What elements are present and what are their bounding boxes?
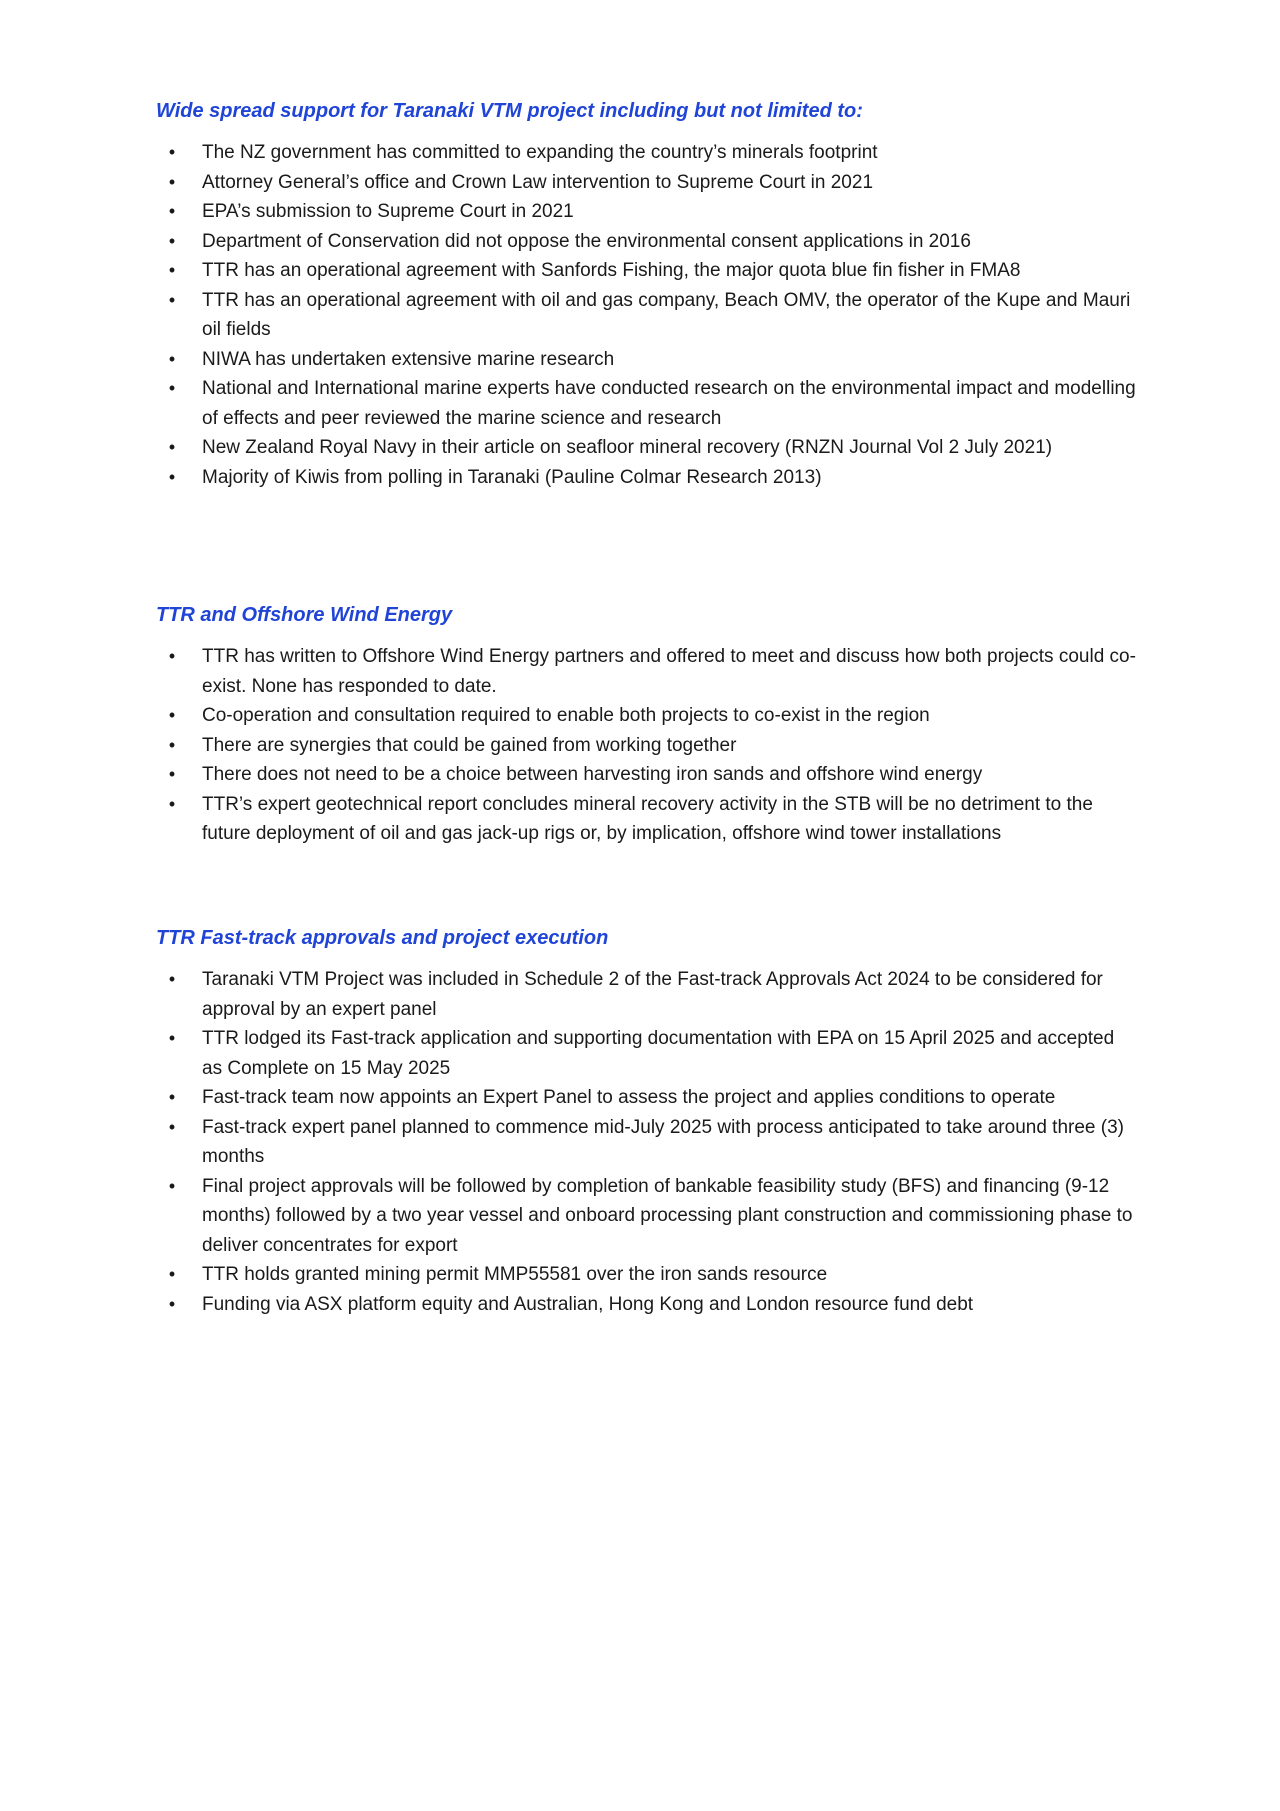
section-fast-track: [156, 923, 1136, 1319]
list-item-text: EPA’s submission to Supreme Court in 2021: [202, 201, 574, 222]
bullet-icon: •: [168, 466, 176, 487]
bullet-icon: •: [168, 1175, 176, 1196]
list-item: [156, 1113, 1136, 1172]
list-item: [156, 433, 1136, 463]
list-item-text: TTR’s expert geotechnical report concludes mineral recovery activity in the STB will be no detriment to the future deployment of oil and gas jack-up rigs or, by implication, offshore wind tower installations: [202, 793, 1093, 844]
list-item-text: Fast-track team now appoints an Expert Panel to assess the project and applies conditions to operate: [202, 1087, 1056, 1108]
list-item: [156, 463, 1136, 493]
list-item: [156, 701, 1136, 731]
list-item-text: TTR has an operational agreement with oil and gas company, Beach OMV, the operator of the Kupe and Mauri oil fields: [202, 289, 1131, 340]
bullet-icon: •: [168, 969, 176, 989]
list-item-text: NIWA has undertaken extensive marine research: [202, 348, 615, 370]
list-item-text: Co-operation and consultation required to enable both projects to co-exist in the region: [202, 705, 930, 726]
bullet-icon: •: [168, 289, 176, 310]
list-item: [156, 965, 1136, 1024]
bullet-list: [156, 138, 1136, 492]
bullet-icon: •: [168, 201, 176, 221]
bullet-icon: •: [168, 764, 176, 784]
bullet-icon: •: [168, 171, 176, 192]
list-item: [156, 1024, 1136, 1083]
bullet-icon: •: [168, 705, 176, 725]
list-item-text: Majority of Kiwis from polling in Taranaki (Pauline Colmar Research 2013): [202, 466, 822, 488]
bullet-icon: •: [168, 348, 176, 369]
list-item: [156, 760, 1136, 790]
list-item-text: There does not need to be a choice between harvesting iron sands and offshore wind energy: [202, 764, 983, 785]
list-item: [156, 256, 1136, 286]
section-heading: Wide spread support for Taranaki VTM project including but not limited to:: [156, 100, 863, 122]
bullet-icon: •: [168, 734, 176, 755]
list-item: [156, 227, 1136, 257]
list-item: [156, 1172, 1136, 1261]
list-item: [156, 790, 1136, 849]
bullet-list: [156, 642, 1136, 849]
list-item-text: TTR has an operational agreement with Sanfords Fishing, the major quota blue fin fisher in FMA8: [202, 260, 1021, 281]
bullet-icon: •: [168, 793, 176, 814]
bullet-icon: •: [168, 230, 176, 251]
list-item-text: New Zealand Royal Navy in their article on seafloor mineral recovery (RNZN Journal Vol 2 July 2021): [202, 437, 1053, 458]
list-item-text: National and International marine experts have conducted research on the environmental impact and modelling of effects and peer reviewed the marine science and research: [202, 378, 1136, 429]
list-item: [156, 642, 1136, 701]
list-item-text: Department of Conservation did not oppose the environmental consent applications in 2016: [202, 230, 971, 252]
list-item: [156, 374, 1136, 433]
list-item: [156, 1260, 1136, 1290]
list-item: [156, 197, 1136, 227]
list-item: [156, 138, 1136, 168]
list-item-text: TTR has written to Offshore Wind Energy partners and offered to meet and discuss how both projects could co-exist. None has responded to date.: [202, 646, 1136, 697]
bullet-icon: •: [168, 646, 176, 666]
bullet-icon: •: [168, 1028, 176, 1048]
bullet-icon: •: [168, 1087, 176, 1107]
section-offshore-wind: [156, 600, 1136, 849]
list-item: [156, 345, 1136, 375]
list-item-text: The NZ government has committed to expanding the country’s minerals footprint: [202, 142, 878, 163]
list-item: [156, 286, 1136, 345]
list-item: [156, 1083, 1136, 1113]
bullet-icon: •: [168, 437, 176, 457]
bullet-icon: •: [168, 1116, 176, 1137]
section-wide-spread-support: [156, 96, 1136, 492]
list-item-text: TTR holds granted mining permit MMP55581 over the iron sands resource: [202, 1264, 828, 1285]
bullet-icon: •: [168, 1293, 176, 1314]
list-item-text: There are synergies that could be gained from working together: [202, 734, 737, 756]
list-item: [156, 731, 1136, 761]
list-item-text: TTR lodged its Fast-track application and supporting documentation with EPA on 15 April 2025 and accepted as Complete on 15 May 2025: [202, 1028, 1115, 1079]
bullet-icon: •: [168, 142, 176, 162]
list-item-text: Funding via ASX platform equity and Australian, Hong Kong and London resource fund debt: [202, 1293, 974, 1315]
list-item-text: Fast-track expert panel planned to commence mid-July 2025 with process anticipated to take around three (3) months: [202, 1116, 1124, 1167]
list-item-text: Taranaki VTM Project was included in Schedule 2 of the Fast-track Approvals Act 2024 to be considered for approval by an expert panel: [202, 969, 1103, 1020]
list-item: [156, 1290, 1136, 1320]
section-heading: TTR Fast-track approvals and project execution: [156, 927, 609, 949]
section-heading: TTR and Offshore Wind Energy: [156, 604, 453, 626]
bullet-icon: •: [168, 1264, 176, 1284]
bullet-icon: •: [168, 378, 176, 398]
list-item: [156, 168, 1136, 198]
bullet-list: [156, 965, 1136, 1319]
list-item-text: Attorney General’s office and Crown Law intervention to Supreme Court in 2021: [202, 171, 874, 193]
bullet-icon: •: [168, 260, 176, 280]
list-item-text: Final project approvals will be followed by completion of bankable feasibility study (BFS) and financing (9-12 months) followed by a two year vessel and onboard processing plant construction and commissioning phase to deliver concentrates for export: [202, 1175, 1133, 1256]
